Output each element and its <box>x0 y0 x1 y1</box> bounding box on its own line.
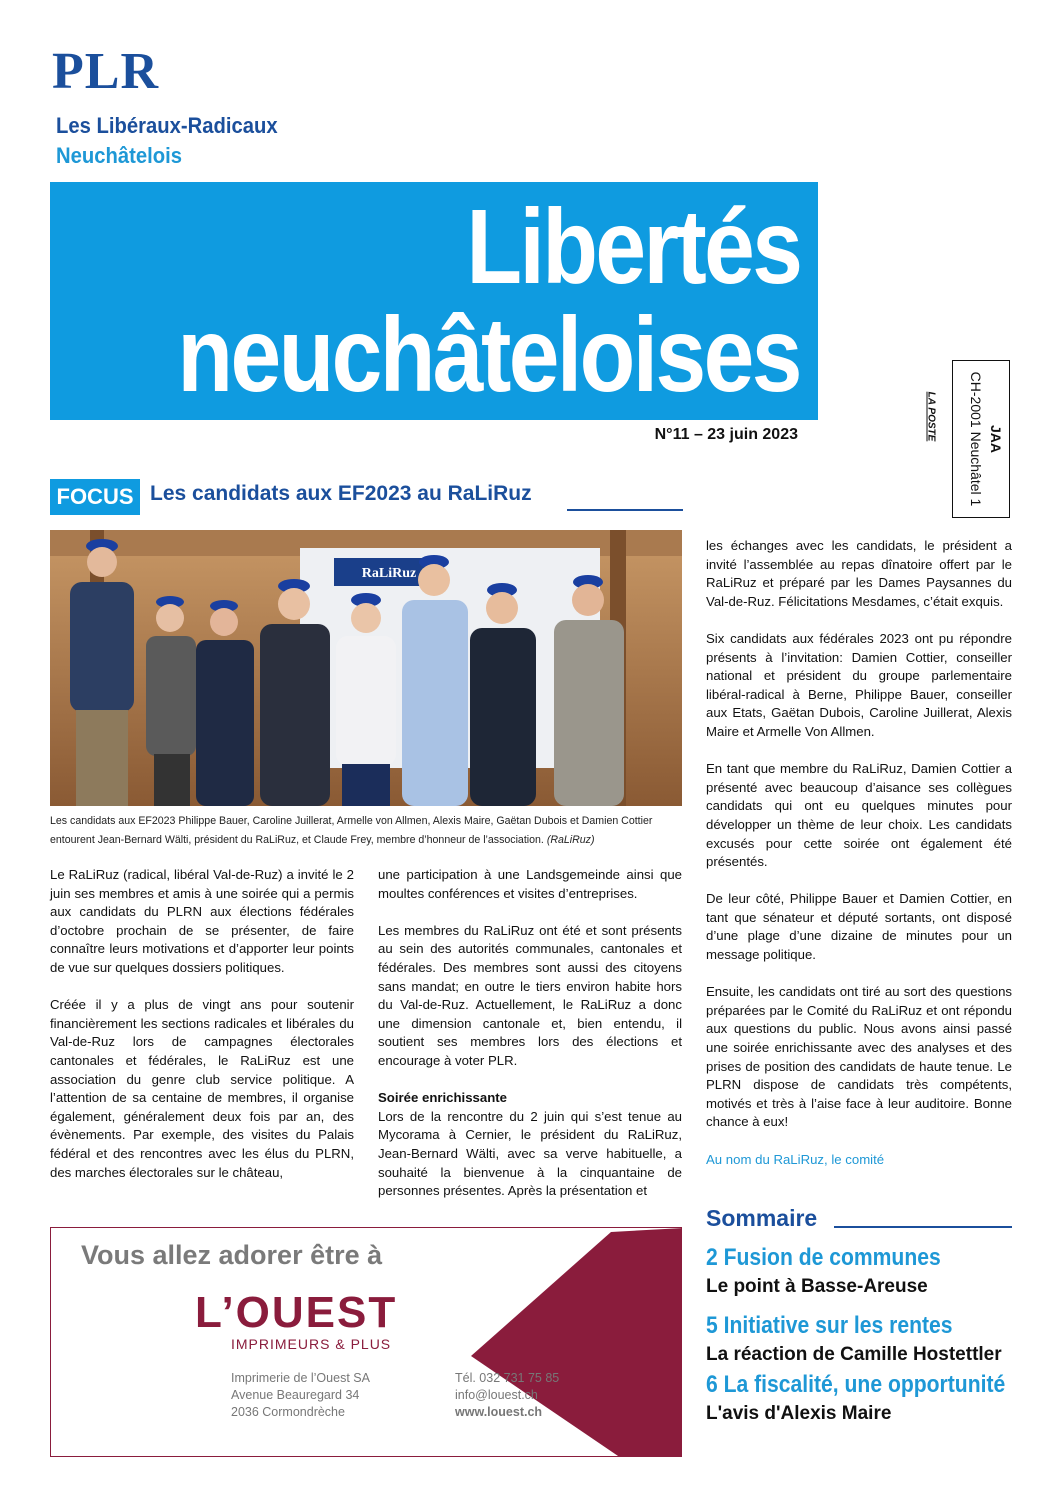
issue-date: N°11 – 23 juin 2023 <box>654 426 798 443</box>
article-paragraph: les échanges avec les candidats, le président a invité l’assemblée au repas dînatoire offert par le RaLiRuz et préparé par les Dames Paysannes du Val-de-Ruz. Félicitations Mesdames, c’était exquis. <box>706 538 1012 609</box>
advertisement <box>50 1227 682 1457</box>
ad-address-line: Imprimerie de l’Ouest SA <box>231 1371 370 1385</box>
article-paragraph: Les membres du RaLiRuz ont été et sont présents au sein des autorités communales, cantonales et fédérales. Des membres sont aussi des citoyens sans mandat; en outre le tiers environ habite hors du Val-de-Ruz. Actuellement, le RaLiRuz a donc une dimension cantonale et, bien entendu, il soutient ses membres lors des élections et encourage à voter PLR. <box>378 922 682 1068</box>
article-column-1 <box>50 866 354 1201</box>
group-photo <box>50 530 682 806</box>
masthead <box>50 182 818 420</box>
ad-logo: L’OUEST <box>195 1288 398 1337</box>
sommaire-rule <box>834 1226 1012 1228</box>
article-column-2 <box>378 866 682 1219</box>
article-paragraph: Lors de la rencontre du 2 juin qui s’est tenue au Mycorama à Cernier, le président du RaLiRuz, Jean-Bernard Wälti, avec sa verve habituelle, a souhaité la bienvenue à la cinquantaine de personnes présentes. Après la présentation et <box>378 1108 682 1199</box>
article-paragraph: En tant que membre du RaLiRuz, Damien Cottier a présenté avec beaucoup d’aisance ses collègues candidats qui ont eu quelques minutes pour développer un thème de leur choix. Les candidats excusés pour cette soirée ont également été présentés. <box>706 761 1012 870</box>
toc-item-subtitle: Le point à Basse-Areuse <box>706 1276 928 1297</box>
party-name-line1: Les Libéraux-Radicaux <box>56 113 278 138</box>
postal-address: CH-2001 Neuchâtel 1 <box>968 371 984 507</box>
article-paragraph: une participation à une Landsgemeinde ainsi que moultes conférences et visites d’entreprises. <box>378 867 682 901</box>
article-paragraph: Six candidats aux fédérales 2023 ont pu répondre présents à l’invitation: Damien Cottier, conseiller national et président du groupe parlementaire libéral-radical à Berne, Philippe Bauer, conseiller aux Etats, Gaëtan Dubois, Caroline Juillerat, Alexis Maire et Armelle Von Allmen. <box>706 630 1012 739</box>
caption-credit: (RaLiRuz) <box>546 834 595 846</box>
article-paragraph: Le RaLiRuz (radical, libéral Val-de-Ruz) a invité le 2 juin ses membres et amis à une soirée qui a permis aux candidats du PLRN aux élections fédérales d’octobre prochain de se présenter, de faire connaître leurs motivations et d’apporter leur points de vue sur quelques dossiers politiques. <box>50 867 354 975</box>
toc-item[interactable] <box>706 1244 1016 1298</box>
ad-subtitle: IMPRIMEURS & PLUS <box>231 1336 392 1352</box>
article-paragraph: Ensuite, les candidats ont tiré au sort des questions préparées par le Comité du RaLiRuz et ont répondu aux questions du public. Nous avons ainsi passé une soirée enrichissante avec des analyses et des prises de position des candidats de haute tenue. Le PLRN dispose de candidats très compétents, motivés et très à l’aise face à leur auditoire. Bonne chance à eux! <box>706 984 1012 1130</box>
ad-email[interactable]: info@louest.ch <box>455 1388 538 1402</box>
ad-address <box>231 1370 370 1421</box>
focus-rule <box>567 509 683 511</box>
la-poste-logo <box>920 391 942 441</box>
focus-title: Les candidats aux EF2023 au RaLiRuz <box>150 482 532 505</box>
article-subhead: Soirée enrichissante <box>378 1090 508 1106</box>
party-name-line2: Neuchâtelois <box>56 143 182 168</box>
ad-website[interactable]: www.louest.ch <box>455 1405 543 1419</box>
ad-contact <box>455 1370 559 1421</box>
masthead-title-line2: neuchâteloises <box>177 296 800 414</box>
article-paragraph: De leur côté, Philippe Bauer et Damien Cottier, en tant que sénateur et député sortants, ont disposé d’une plage d’une dizaine de minutes pour un message politique. <box>706 891 1012 963</box>
ad-address-line: Avenue Beauregard 34 <box>231 1388 360 1402</box>
ad-headline: Vous allez adorer être à <box>81 1240 383 1270</box>
toc-item-title: 2 Fusion de communes <box>706 1244 941 1271</box>
masthead-title-line1: Libertés <box>466 188 800 306</box>
caption-text: Les candidats aux EF2023 Philippe Bauer, Caroline Juillerat, Armelle von Allmen, Alexis Maire, Gaëtan Dubois et Damien Cottier entourent Jean-Bernard Wälti, président du RaLiRuz, et Claude Frey, membre d’honneur de l’association. <box>50 815 653 846</box>
toc-item-title: 5 Initiative sur les rentes <box>706 1312 953 1339</box>
la-poste-text: LA POSTE <box>925 391 937 441</box>
article-column-3 <box>706 537 1012 1188</box>
photo-banner-text: RaLiRuz <box>361 566 417 581</box>
postal-box <box>952 360 1010 518</box>
article-paragraph: Créée il y a plus de vingt ans pour soutenir financièrement les sections radicales et libérales du Val-de-Ruz lors de campagnes électorales cantonales et fédérales, le RaLiRuz est une association du genre club service politique. A l’attention de sa centaine de membres, il organise également, généralement deux fois par an, des évènements. Par exemple, des visites du Palais fédéral et des rencontres avec les élus du PLRN, des marches électorales sur le château, <box>50 997 354 1180</box>
group-photo-illustration <box>50 530 682 806</box>
toc-item-subtitle: La réaction de Camille Hostettler <box>706 1344 1002 1365</box>
sommaire-title: Sommaire <box>706 1205 818 1231</box>
photo-caption <box>50 812 682 850</box>
toc-item[interactable] <box>706 1371 1016 1425</box>
ad-address-line: 2036 Cormondrèche <box>231 1405 345 1419</box>
toc-item-subtitle: L'avis d'Alexis Maire <box>706 1403 892 1424</box>
plr-logo: PLR <box>52 43 159 100</box>
article-signature: Au nom du RaLiRuz, le comité <box>706 1151 885 1167</box>
toc-item-title: 6 La fiscalité, une opportunité <box>706 1371 1006 1398</box>
ad-phone: Tél. 032 731 75 85 <box>455 1371 560 1385</box>
toc-item[interactable] <box>706 1312 1016 1366</box>
postal-code-label: JAA <box>988 424 1004 453</box>
focus-badge: FOCUS <box>50 479 140 515</box>
